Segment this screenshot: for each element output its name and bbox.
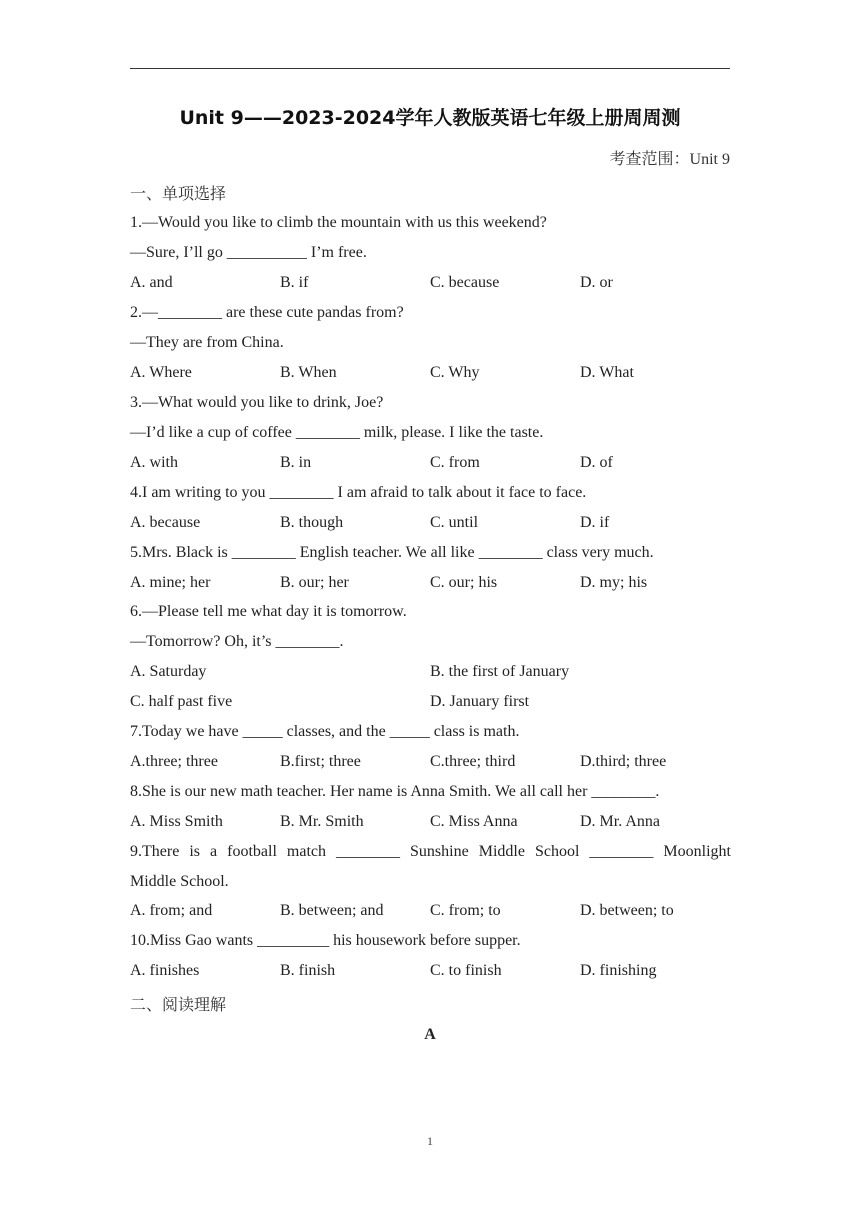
question-3-stem: 3.—What would you like to drink, Joe? — [130, 394, 384, 411]
question-6-stem-line2: —Tomorrow? Oh, it’s ________. — [130, 633, 344, 650]
option-c: C. to finish — [430, 962, 502, 979]
option-a: A.three; three — [130, 753, 218, 770]
question-6-options-row1 — [130, 663, 730, 685]
question-6-stem: 6.—Please tell me what day it is tomorrow. — [130, 603, 407, 620]
question-1-stem: 1.—Would you like to climb the mountain with us this weekend? — [130, 214, 547, 231]
option-d: D. Mr. Anna — [580, 813, 660, 830]
option-b: B. if — [280, 274, 309, 291]
option-a: A. mine; her — [130, 574, 211, 591]
question-8-stem: 8.She is our new math teacher. Her name is Anna Smith. We all call her ________. — [130, 783, 660, 800]
question-5-options — [130, 574, 730, 596]
option-c: C. from; to — [430, 902, 501, 919]
option-b: B. the first of January — [430, 663, 570, 680]
option-c: C. Miss Anna — [430, 813, 518, 830]
option-c: C. our; his — [430, 574, 498, 591]
question-4-options — [130, 514, 730, 536]
option-b: B.first; three — [280, 753, 361, 770]
option-b: B. Mr. Smith — [280, 813, 364, 830]
page-number: 1 — [427, 1134, 433, 1148]
question-8-options — [130, 813, 730, 835]
exam-scope: 考查范围：Unit 9 — [609, 151, 730, 168]
question-5-stem: 5.Mrs. Black is ________ English teacher. We all like ________ class very much. — [130, 544, 654, 561]
question-3-options — [130, 454, 730, 476]
option-a: A. with — [130, 454, 178, 471]
question-1-stem-line2: —Sure, I’ll go __________ I’m free. — [130, 244, 367, 261]
option-d: D.third; three — [580, 753, 667, 770]
option-a: A. finishes — [130, 962, 200, 979]
question-6-options-row2 — [130, 693, 730, 715]
question-3-stem-line2: —I’d like a cup of coffee ________ milk, please. I like the taste. — [130, 424, 544, 441]
passage-label: A — [424, 1026, 436, 1043]
page-title: Unit 9——2023-2024学年人教版英语七年级上册周周测 — [179, 107, 681, 129]
question-9-options — [130, 902, 730, 924]
option-d: D. between; to — [580, 902, 674, 919]
option-c: C. because — [430, 274, 500, 291]
option-a: A. Where — [130, 364, 192, 381]
option-a: A. and — [130, 274, 173, 291]
question-10-options — [130, 962, 730, 984]
option-b: B. between; and — [280, 902, 384, 919]
question-10-stem: 10.Miss Gao wants _________ his housework before supper. — [130, 932, 521, 949]
option-c: C. until — [430, 514, 479, 531]
question-2-stem: 2.—________ are these cute pandas from? — [130, 304, 404, 321]
option-a: A. Saturday — [130, 663, 207, 680]
section-heading-choice: 一、单项选择 — [130, 186, 227, 203]
option-a: A. because — [130, 514, 201, 531]
header-rule — [130, 68, 730, 69]
option-b: B. finish — [280, 962, 336, 979]
option-c: C. from — [430, 454, 480, 471]
option-d: D. January first — [430, 693, 530, 710]
option-b: B. When — [280, 364, 337, 381]
question-7-stem: 7.Today we have _____ classes, and the _____ class is math. — [130, 723, 520, 740]
section-heading-reading: 二、阅读理解 — [130, 997, 227, 1014]
option-a: A. from; and — [130, 902, 213, 919]
option-d: D. of — [580, 454, 613, 471]
question-7-options — [130, 753, 730, 775]
option-d: D. if — [580, 514, 610, 531]
option-c: C. half past five — [130, 693, 233, 710]
option-d: D. finishing — [580, 962, 657, 979]
question-9-stem: 9.There is a football match ________ Sunshine Middle School ________ Moonlight — [130, 843, 731, 860]
option-a: A. Miss Smith — [130, 813, 223, 830]
question-2-stem-line2: —They are from China. — [130, 334, 284, 351]
question-9-stem-line2: Middle School. — [130, 873, 229, 890]
option-d: D. my; his — [580, 574, 648, 591]
question-2-options — [130, 364, 730, 386]
option-d: D. or — [580, 274, 613, 291]
question-1-options — [130, 274, 730, 296]
option-c: C. Why — [430, 364, 480, 381]
option-c: C.three; third — [430, 753, 516, 770]
option-b: B. though — [280, 514, 344, 531]
option-b: B. our; her — [280, 574, 349, 591]
question-4-stem: 4.I am writing to you ________ I am afraid to talk about it face to face. — [130, 484, 587, 501]
option-d: D. What — [580, 364, 634, 381]
option-b: B. in — [280, 454, 312, 471]
